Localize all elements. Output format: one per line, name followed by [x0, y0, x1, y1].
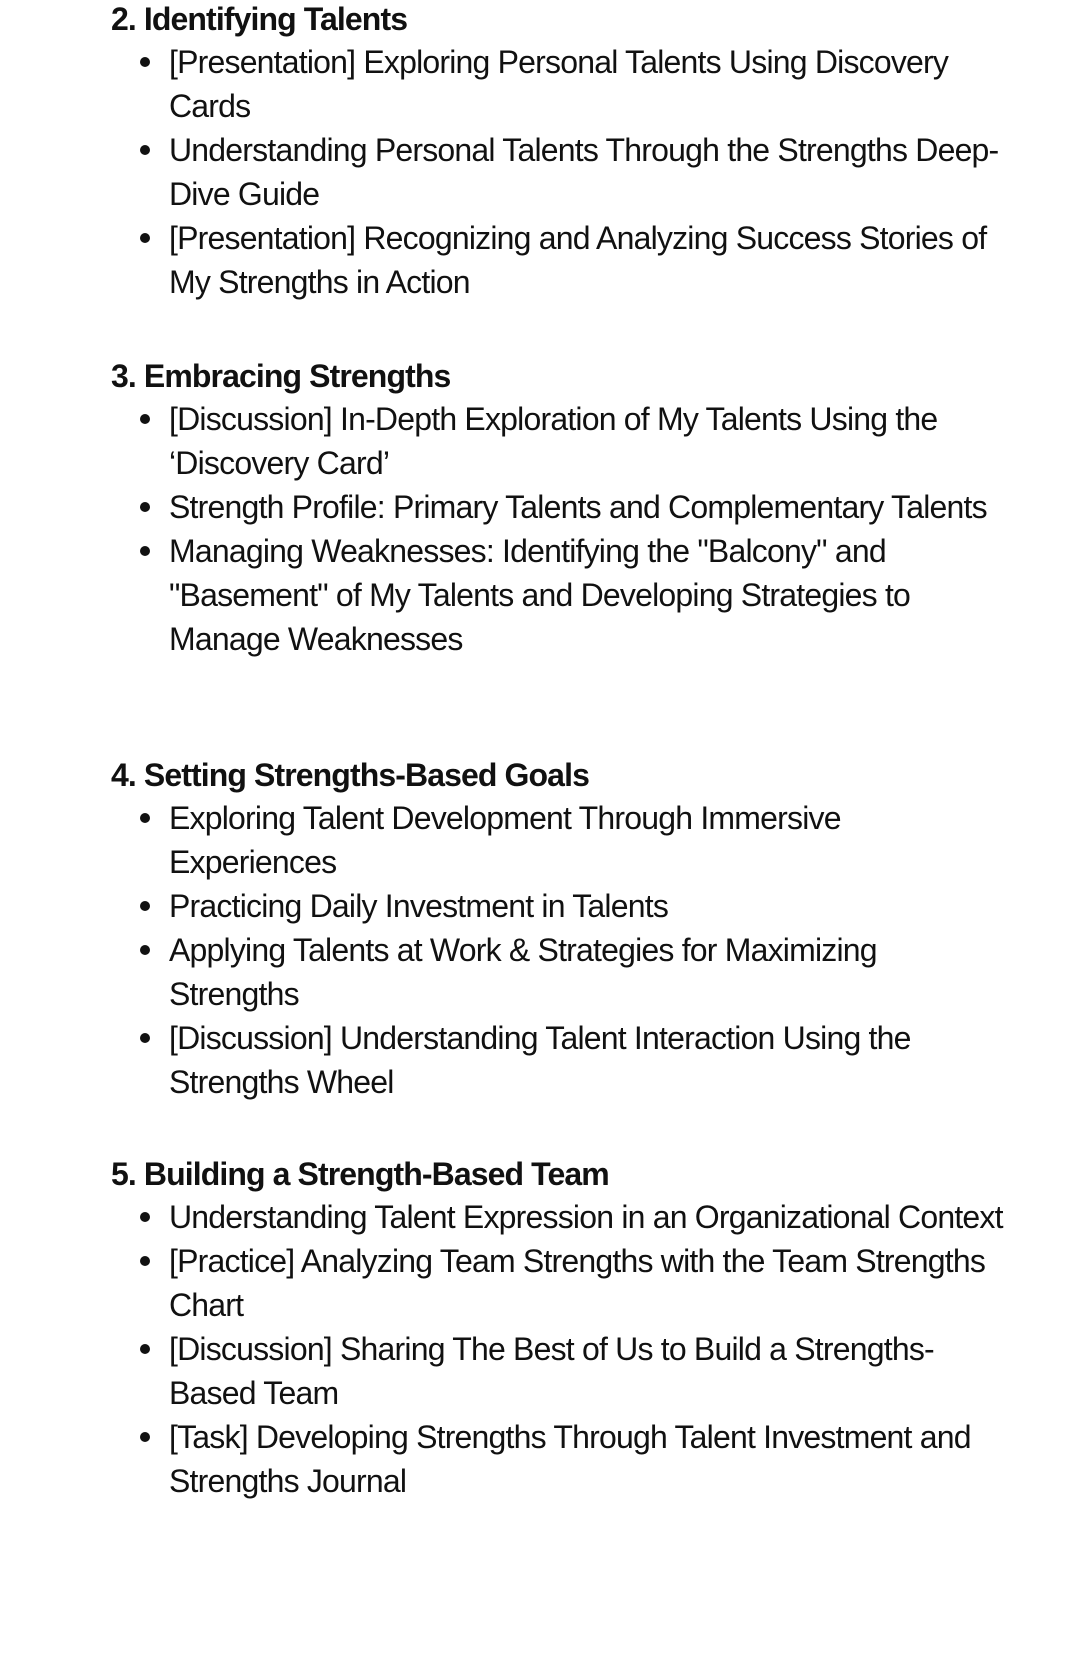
list-item-text: [Presentation] Recognizing and Analyzing Success Stories of My Strengths in Action: [169, 220, 987, 300]
list-item: [111, 40, 1011, 128]
list-item-text: [Presentation] Exploring Personal Talents Using Discovery Cards: [169, 44, 949, 124]
list-item: [111, 529, 1011, 661]
list-item-text: [Discussion] Sharing The Best of Us to Build a Strengths-Based Team: [169, 1331, 934, 1411]
list-item-text: [Task] Developing Strengths Through Talent Investment and Strengths Journal: [169, 1419, 971, 1499]
bullet-icon: [140, 546, 150, 556]
bullet-icon: [140, 414, 150, 424]
list-item-text: [Practice] Analyzing Team Strengths with the Team Strengths Chart: [169, 1243, 986, 1323]
bullet-icon: [140, 145, 150, 155]
bullet-icon: [140, 1256, 150, 1266]
list-item-text: Exploring Talent Development Through Immersive Experiences: [169, 800, 841, 880]
section-setting-goals: [111, 754, 1011, 1104]
bullet-list: [111, 1195, 1011, 1503]
list-item-text: Strength Profile: Primary Talents and Complementary Talents: [169, 489, 987, 525]
list-item: [111, 1195, 1011, 1239]
bullet-list: [111, 397, 1011, 661]
section-identifying-talents: [111, 0, 1011, 304]
list-item: [111, 884, 1011, 928]
list-item-text: [Discussion] Understanding Talent Interaction Using the Strengths Wheel: [169, 1020, 911, 1100]
bullet-list: [111, 40, 1011, 304]
bullet-icon: [140, 1212, 150, 1222]
bullet-icon: [140, 57, 150, 67]
list-item: [111, 1327, 1011, 1415]
list-item-text: Applying Talents at Work & Strategies for Maximizing Strengths: [169, 932, 877, 1012]
list-item: [111, 928, 1011, 1016]
bullet-icon: [140, 502, 150, 512]
section-embracing-strengths: [111, 355, 1011, 661]
list-item-text: [Discussion] In-Depth Exploration of My Talents Using the ‘Discovery Card’: [169, 401, 938, 481]
list-item: [111, 397, 1011, 485]
list-item: [111, 1415, 1011, 1503]
list-item: [111, 216, 1011, 304]
section-title: 3. Embracing Strengths: [111, 358, 451, 394]
bullet-icon: [140, 1033, 150, 1043]
bullet-icon: [140, 813, 150, 823]
section-title: 4. Setting Strengths-Based Goals: [111, 757, 589, 793]
list-item-text: Practicing Daily Investment in Talents: [169, 888, 669, 924]
list-item: [111, 128, 1011, 216]
list-item-text: Understanding Personal Talents Through the Strengths Deep-Dive Guide: [169, 132, 999, 212]
bullet-list: [111, 796, 1011, 1104]
list-item: [111, 796, 1011, 884]
list-item: [111, 485, 1011, 529]
section-title: 5. Building a Strength-Based Team: [111, 1156, 609, 1192]
bullet-icon: [140, 1344, 150, 1354]
bullet-icon: [140, 233, 150, 243]
bullet-icon: [140, 945, 150, 955]
bullet-icon: [140, 1432, 150, 1442]
list-item-text: Understanding Talent Expression in an Organizational Context: [169, 1199, 1003, 1235]
list-item: [111, 1016, 1011, 1104]
list-item-text: Managing Weaknesses: Identifying the "Balcony" and "Basement" of My Talents and Developing Strategies to Manage Weaknesses: [169, 533, 911, 657]
section-building-team: [111, 1153, 1011, 1503]
list-item: [111, 1239, 1011, 1327]
section-title: 2. Identifying Talents: [111, 1, 408, 37]
bullet-icon: [140, 901, 150, 911]
